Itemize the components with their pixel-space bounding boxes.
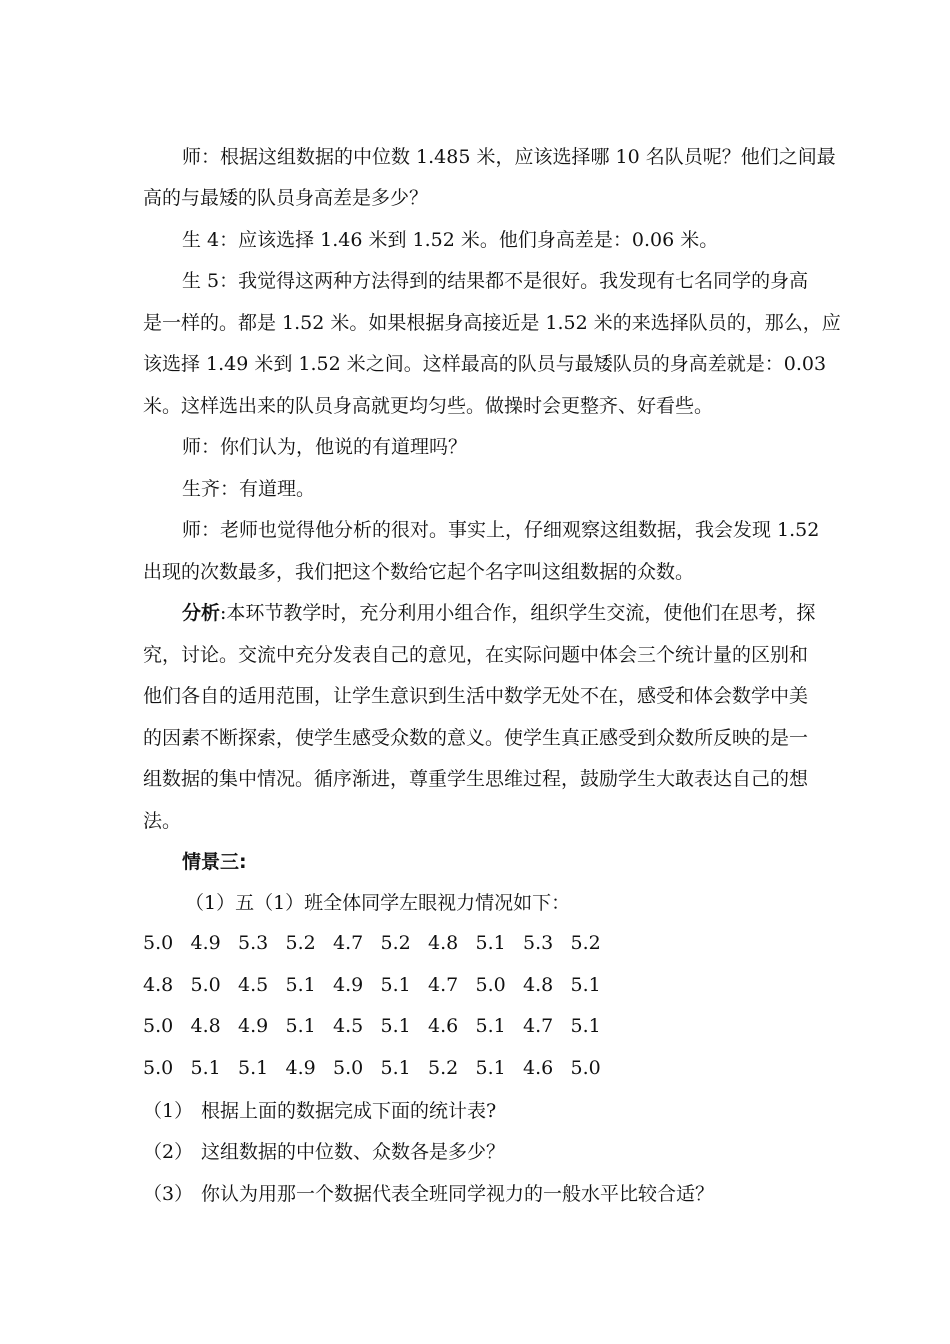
vision-value: 5.0 <box>333 1056 364 1079</box>
question-text: 这组数据的中位数、众数各是多少？ <box>201 1141 506 1163</box>
paragraph-line: 师：根据这组数据的中位数 1.485 米，应该选择哪 10 名队员呢？他们之间最 <box>182 146 836 168</box>
vision-value: 5.1 <box>380 973 411 996</box>
question-number: （3） <box>143 1183 194 1205</box>
vision-value: 4.8 <box>143 973 174 996</box>
analysis-text: :本环节教学时，充分利用小组合作，组织学生交流，使他们在思考，探 <box>220 602 816 624</box>
vision-value: 5.1 <box>380 1056 411 1079</box>
paragraph-line: 高的与最矮的队员身高差是多少？ <box>143 187 429 209</box>
vision-value: 4.7 <box>523 1015 554 1037</box>
vision-value: 5.2 <box>285 932 316 954</box>
vision-value: 4.7 <box>428 973 459 996</box>
vision-value: 5.0 <box>570 1056 601 1079</box>
paragraph-line: 是一样的。都是 1.52 米。如果根据身高接近是 1.52 米的来选择队员的，那么，应 <box>143 312 841 334</box>
paragraph-line: 该选择 1.49 米到 1.52 米之间。这样最高的队员与最矮队员的身高差就是：0.03 <box>143 353 827 375</box>
vision-value: 5.1 <box>570 973 601 996</box>
vision-value: 5.1 <box>475 932 506 954</box>
vision-value: 5.0 <box>143 1015 174 1037</box>
vision-value: 5.0 <box>143 1056 174 1079</box>
vision-value: 5.3 <box>238 932 269 954</box>
paragraph-line: 出现的次数最多，我们把这个数给它起个名字叫这组数据的众数。 <box>143 561 695 583</box>
scene-intro: （1）五（1）班全体同学左眼视力情况如下： <box>185 892 571 914</box>
vision-value: 4.9 <box>190 932 221 954</box>
vision-value: 4.8 <box>190 1015 221 1037</box>
vision-value: 5.1 <box>475 1015 506 1037</box>
vision-value: 5.0 <box>475 973 506 996</box>
paragraph-line: 师：老师也觉得他分析的很对。事实上，仔细观察这组数据，我会发现 1.52 <box>182 519 820 541</box>
vision-value: 5.1 <box>238 1056 269 1079</box>
vision-value: 4.6 <box>428 1015 459 1037</box>
analysis-label: 分析 <box>182 602 221 624</box>
vision-value: 4.8 <box>523 973 554 996</box>
vision-value: 5.2 <box>380 932 411 954</box>
vision-value: 4.7 <box>333 932 364 954</box>
vision-value: 5.1 <box>285 973 316 996</box>
analysis-line: 组数据的集中情况。循序渐进，尊重学生思维过程，鼓励学生大敢表达自己的想 <box>143 768 809 790</box>
vision-value: 4.9 <box>285 1056 316 1079</box>
analysis-line: 他们各自的适用范围，让学生意识到生活中数学无处不在，感受和体会数学中美 <box>143 685 809 707</box>
vision-value: 5.3 <box>523 932 554 954</box>
question-1 <box>143 1098 843 1124</box>
vision-value: 4.8 <box>428 932 459 954</box>
vision-value: 5.2 <box>428 1056 459 1079</box>
question-number: （1） <box>143 1100 194 1122</box>
vision-value: 5.0 <box>190 973 221 996</box>
vision-value: 4.9 <box>238 1015 269 1037</box>
analysis-line: 法。 <box>143 810 182 832</box>
vision-value: 4.5 <box>333 1015 364 1037</box>
vision-value: 4.5 <box>238 973 269 996</box>
vision-value: 4.6 <box>523 1056 554 1079</box>
vision-value: 4.9 <box>333 973 364 996</box>
question-3 <box>143 1181 843 1207</box>
vision-value: 5.1 <box>380 1015 411 1037</box>
question-number: （2） <box>143 1141 194 1163</box>
analysis-line: 的因素不断探索，使学生感受众数的意义。使学生真正感受到众数所反映的是一 <box>143 727 809 749</box>
scene-title: 情景三: <box>182 851 247 873</box>
paragraph-line: 生 4：应该选择 1.46 米到 1.52 米。他们身高差是：0.06 米。 <box>182 229 719 251</box>
paragraph-line: 师：你们认为，他说的有道理吗？ <box>182 436 468 458</box>
question-text: 你认为用那一个数据代表全班同学视力的一般水平比较合适？ <box>201 1183 715 1205</box>
vision-value: 5.1 <box>570 1015 601 1037</box>
vision-value: 5.2 <box>570 932 601 954</box>
vision-value: 5.0 <box>143 932 174 954</box>
vision-value: 5.1 <box>190 1056 221 1079</box>
paragraph-line: 米。这样选出来的队员身高就更均匀些。做操时会更整齐、好看些。 <box>143 395 714 417</box>
analysis-first-line <box>182 600 815 626</box>
vision-value: 5.1 <box>285 1015 316 1037</box>
question-2 <box>143 1139 843 1165</box>
analysis-line: 究，讨论。交流中充分发表自己的意见，在实际问题中体会三个统计量的区别和 <box>143 644 809 666</box>
question-text: 根据上面的数据完成下面的统计表? <box>201 1100 497 1122</box>
paragraph-line: 生 5：我觉得这两种方法得到的结果都不是很好。我发现有七名同学的身高 <box>182 270 809 292</box>
vision-value: 5.1 <box>475 1056 506 1079</box>
paragraph-line: 生齐：有道理。 <box>182 478 316 500</box>
